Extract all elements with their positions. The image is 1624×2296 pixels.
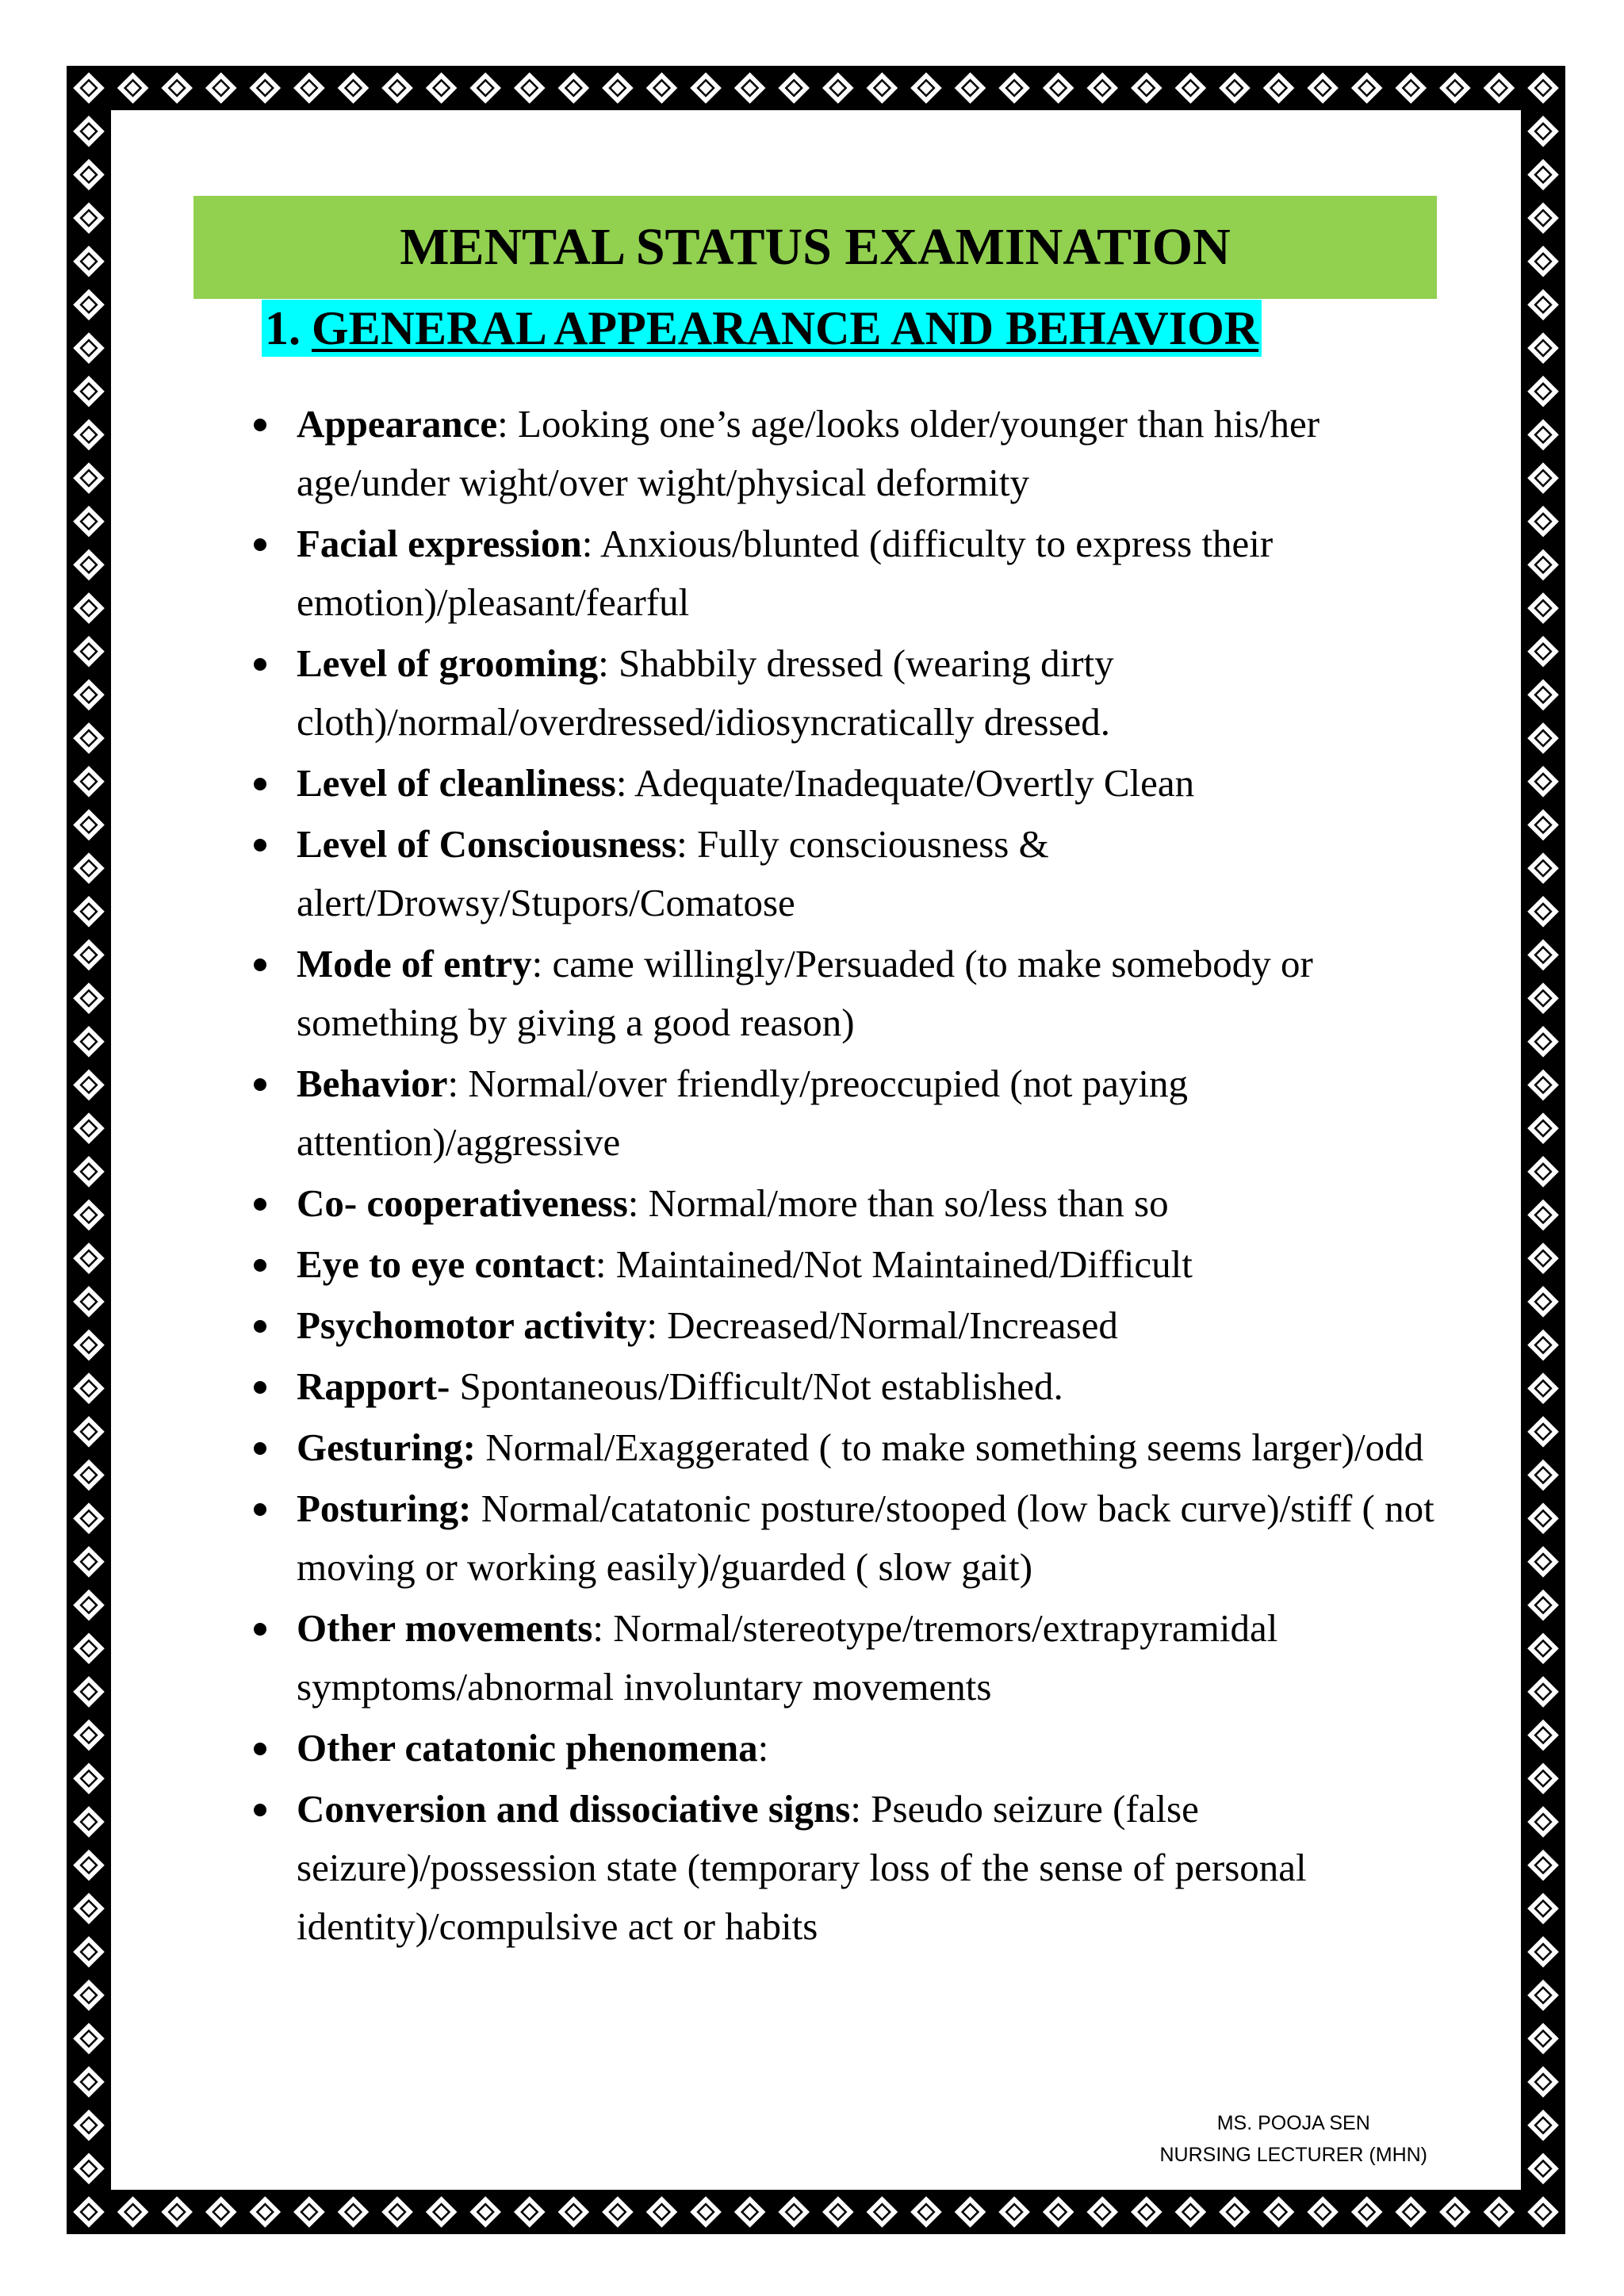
item-term: Eye to eye contact <box>297 1242 596 1286</box>
list-item <box>238 935 1443 1052</box>
list-item <box>238 1780 1443 1956</box>
list-item <box>238 754 1443 813</box>
bullet-icon <box>254 778 266 790</box>
item-separator: : <box>581 522 600 565</box>
bullet-icon <box>254 1503 266 1516</box>
item-term: Level of Consciousness <box>297 822 677 866</box>
page-title: MENTAL STATUS EXAMINATION <box>400 218 1231 276</box>
item-term: Facial expression <box>297 522 582 565</box>
item-separator: : <box>592 1606 614 1650</box>
item-term: Gesturing: <box>297 1425 476 1469</box>
item-text: Spontaneous/Difficult/Not established. <box>459 1364 1063 1408</box>
item-term: Other catatonic phenomena <box>297 1726 758 1770</box>
item-text: Normal/stereotype/tremors/extrapyramidal symptoms/abnormal involuntary movements <box>297 1606 1278 1709</box>
item-term: Level of grooming <box>297 641 599 685</box>
item-text: Normal/catatonic posture/stooped (low back curve)/stiff ( not moving or working easily)/guarded ( slow gait) <box>297 1487 1434 1589</box>
bullet-icon <box>254 1442 266 1455</box>
list-item <box>238 1599 1443 1716</box>
bullet-icon <box>254 538 266 551</box>
item-text: Anxious/blunted (difficulty to express their emotion)/pleasant/fearful <box>297 522 1274 624</box>
list-item <box>238 395 1443 512</box>
bullet-icon <box>254 1743 266 1755</box>
item-separator: : <box>598 641 619 685</box>
item-term: Psychomotor activity <box>297 1303 647 1347</box>
item-separator: : <box>646 1303 668 1347</box>
item-text: Normal/over friendly/preoccupied (not paying attention)/aggressive <box>297 1062 1188 1164</box>
item-separator <box>472 1487 481 1530</box>
bullet-icon <box>254 1381 266 1394</box>
list-item <box>238 815 1443 932</box>
item-term: Rapport- <box>297 1364 450 1408</box>
item-separator: : <box>595 1242 616 1286</box>
item-term: Conversion and dissociative signs <box>297 1787 851 1831</box>
list-item <box>238 634 1443 752</box>
item-text: Normal/Exaggerated ( to make something seems larger)/odd <box>485 1425 1424 1469</box>
item-text: Decreased/Normal/Increased <box>667 1303 1118 1347</box>
bullet-icon <box>254 839 266 851</box>
item-text: Normal/more than so/less than so <box>648 1181 1169 1225</box>
list-item <box>238 515 1443 632</box>
bullet-icon <box>254 419 266 431</box>
item-term: Level of cleanliness <box>297 761 616 805</box>
item-term: Posturing: <box>297 1487 472 1530</box>
item-separator: : <box>676 822 698 866</box>
item-separator <box>450 1364 459 1408</box>
item-text: Maintained/Not Maintained/Difficult <box>615 1242 1193 1286</box>
bullet-icon <box>254 959 266 971</box>
item-separator: : <box>531 942 553 985</box>
bullet-icon <box>254 1320 266 1333</box>
author-signature-block <box>1160 2107 1428 2171</box>
list-item <box>238 1719 1443 1777</box>
bullet-icon <box>254 1623 266 1636</box>
item-separator: : <box>627 1181 649 1225</box>
list-item <box>238 1174 1443 1233</box>
item-text: Pseudo seizure (false seizure)/possession state (temporary loss of the sense of personal identity)/compulsive act or habits <box>297 1787 1307 1948</box>
item-separator: : <box>850 1787 871 1831</box>
section-number: 1. <box>265 301 301 354</box>
item-text: Shabbily dressed (wearing dirty cloth)/normal/overdressed/idiosyncratically dressed. <box>297 641 1114 744</box>
bullet-icon <box>254 1259 266 1272</box>
list-item <box>238 1296 1443 1355</box>
item-text: Fully consciousness & alert/Drowsy/Stupors/Comatose <box>297 822 1049 924</box>
list-item <box>238 1418 1443 1477</box>
section-heading-text: GENERAL APPEARANCE AND BEHAVIOR <box>312 301 1259 354</box>
author-name: MS. POOJA SEN <box>1216 2112 1370 2134</box>
item-term: Mode of entry <box>297 942 532 985</box>
item-term: Appearance <box>297 402 498 446</box>
list-item <box>238 1054 1443 1172</box>
item-separator <box>476 1425 485 1469</box>
author-role: NURSING LECTURER (MHN) <box>1159 2144 1427 2166</box>
item-separator: : <box>757 1726 769 1770</box>
item-term: Behavior <box>297 1062 448 1105</box>
list-item <box>238 1357 1443 1416</box>
bullet-icon <box>254 1804 266 1816</box>
appearance-behavior-list <box>238 395 1443 1958</box>
title-bar <box>193 196 1437 299</box>
item-term: Co- cooperativeness <box>297 1181 628 1225</box>
bullet-icon <box>254 1078 266 1091</box>
section-heading <box>262 300 1262 357</box>
list-item <box>238 1235 1443 1294</box>
item-separator: : <box>615 761 635 805</box>
list-item <box>238 1479 1443 1597</box>
item-separator: : <box>497 402 519 446</box>
bullet-icon <box>254 1198 266 1211</box>
item-separator: : <box>447 1062 469 1105</box>
bullet-icon <box>254 658 266 671</box>
item-text: Looking one’s age/looks older/younger than his/her age/under wight/over wight/physical deformity <box>297 402 1320 504</box>
item-text: came willingly/Persuaded (to make somebody or something by giving a good reason) <box>297 942 1313 1044</box>
item-term: Other movements <box>297 1606 593 1650</box>
item-text: Adequate/Inadequate/Overtly Clean <box>634 761 1195 805</box>
